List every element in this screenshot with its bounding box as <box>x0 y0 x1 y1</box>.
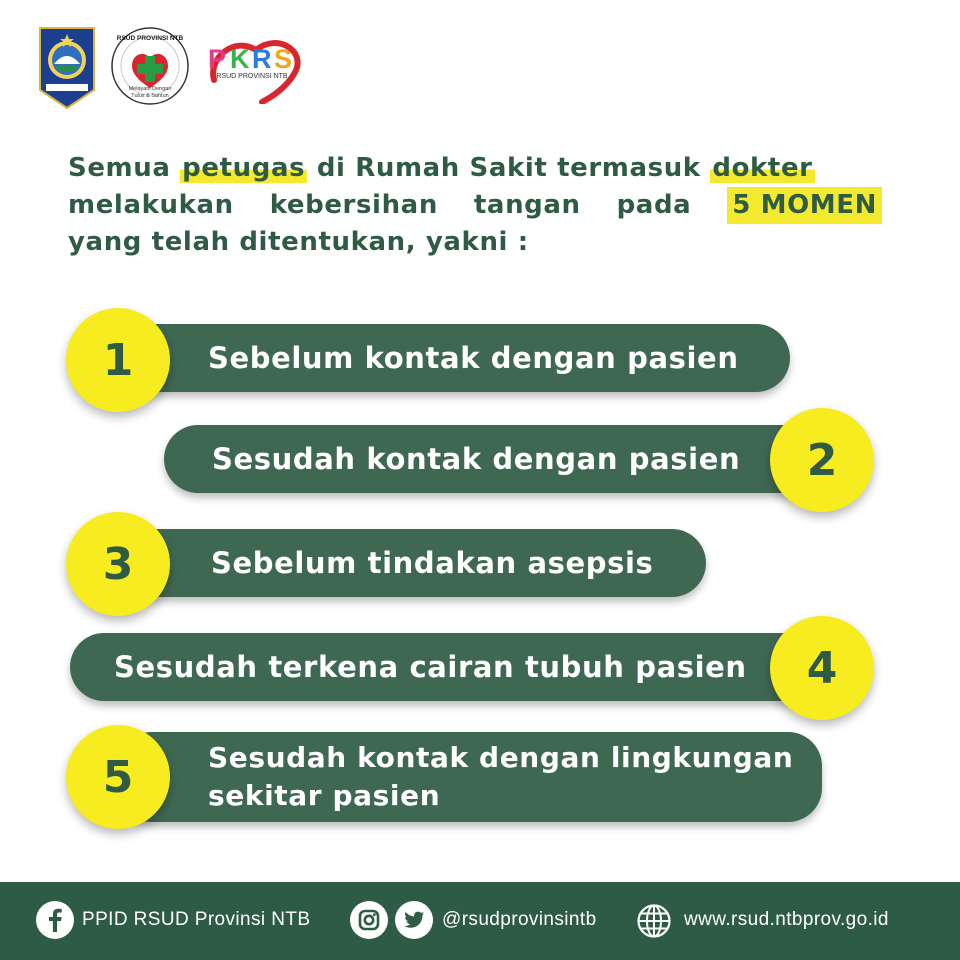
intro-word: pada <box>616 190 692 220</box>
globe-icon[interactable] <box>636 903 672 939</box>
rsud-motto-line1: Melayani Dengan <box>128 86 172 92</box>
intro-word: melakukan <box>68 190 234 220</box>
rsud-logo-icon <box>110 26 190 106</box>
pkrs-letter-p: P <box>208 44 227 74</box>
provincial-emblem-icon <box>38 26 96 110</box>
moment-4-number: 4 <box>770 616 874 720</box>
intro-line-1 <box>68 150 898 187</box>
moment-3-text: Sebelum tindakan asepsis <box>211 546 654 580</box>
moment-5-text-line1: Sesudah kontak dengan lingkungan <box>208 741 794 774</box>
highlight-dokter: dokter <box>712 153 813 183</box>
intro-text: Semua <box>68 153 181 183</box>
facebook-icon[interactable] <box>36 901 74 939</box>
intro-word: kebersihan <box>269 190 438 220</box>
pkrs-letter-k: K <box>230 44 250 74</box>
pkrs-sub: RSUD PROVINSI NTB <box>216 73 288 80</box>
moment-5-number: 5 <box>66 725 170 829</box>
twitter-icon[interactable] <box>395 901 433 939</box>
facebook-label[interactable]: PPID RSUD Provinsi NTB <box>82 909 311 930</box>
rsud-ring-text: RSUD PROVINSI NTB <box>116 35 184 42</box>
pkrs-logo-icon <box>204 28 304 104</box>
intro-line-2 <box>68 187 882 224</box>
moment-4-text: Sesudah terkena cairan tubuh pasien <box>114 650 747 684</box>
moment-3-number: 3 <box>66 512 170 616</box>
highlight-petugas: petugas <box>182 153 306 183</box>
intro-paragraph <box>68 150 898 261</box>
moment-1-bar <box>118 324 790 392</box>
moment-1-number: 1 <box>66 308 170 412</box>
rsud-motto-line2: Tulus & Santun <box>131 93 169 99</box>
moment-5-text-line2: sekitar pasien <box>208 779 441 812</box>
moment-4-bar <box>70 633 830 701</box>
intro-line-3: yang telah ditentukan, yakni : <box>68 227 529 257</box>
intro-text: di Rumah Sakit termasuk <box>307 153 711 183</box>
moment-2-number: 2 <box>770 408 874 512</box>
intro-word: tangan <box>473 190 581 220</box>
website-link[interactable]: www.rsud.ntbprov.go.id <box>684 909 889 930</box>
pkrs-letter-s: S <box>274 44 293 74</box>
moment-3-bar <box>118 529 706 597</box>
instagram-icon[interactable] <box>350 901 388 939</box>
moment-2-bar <box>164 425 830 493</box>
social-handle[interactable]: @rsudprovinsintb <box>442 909 597 930</box>
pkrs-letter-r: R <box>252 44 272 74</box>
highlight-5-momen: 5 MOMEN <box>727 187 882 224</box>
moment-1-text: Sebelum kontak dengan pasien <box>208 341 739 375</box>
moment-5-bar <box>118 732 822 822</box>
moment-2-text: Sesudah kontak dengan pasien <box>212 442 741 476</box>
footer <box>0 882 960 960</box>
